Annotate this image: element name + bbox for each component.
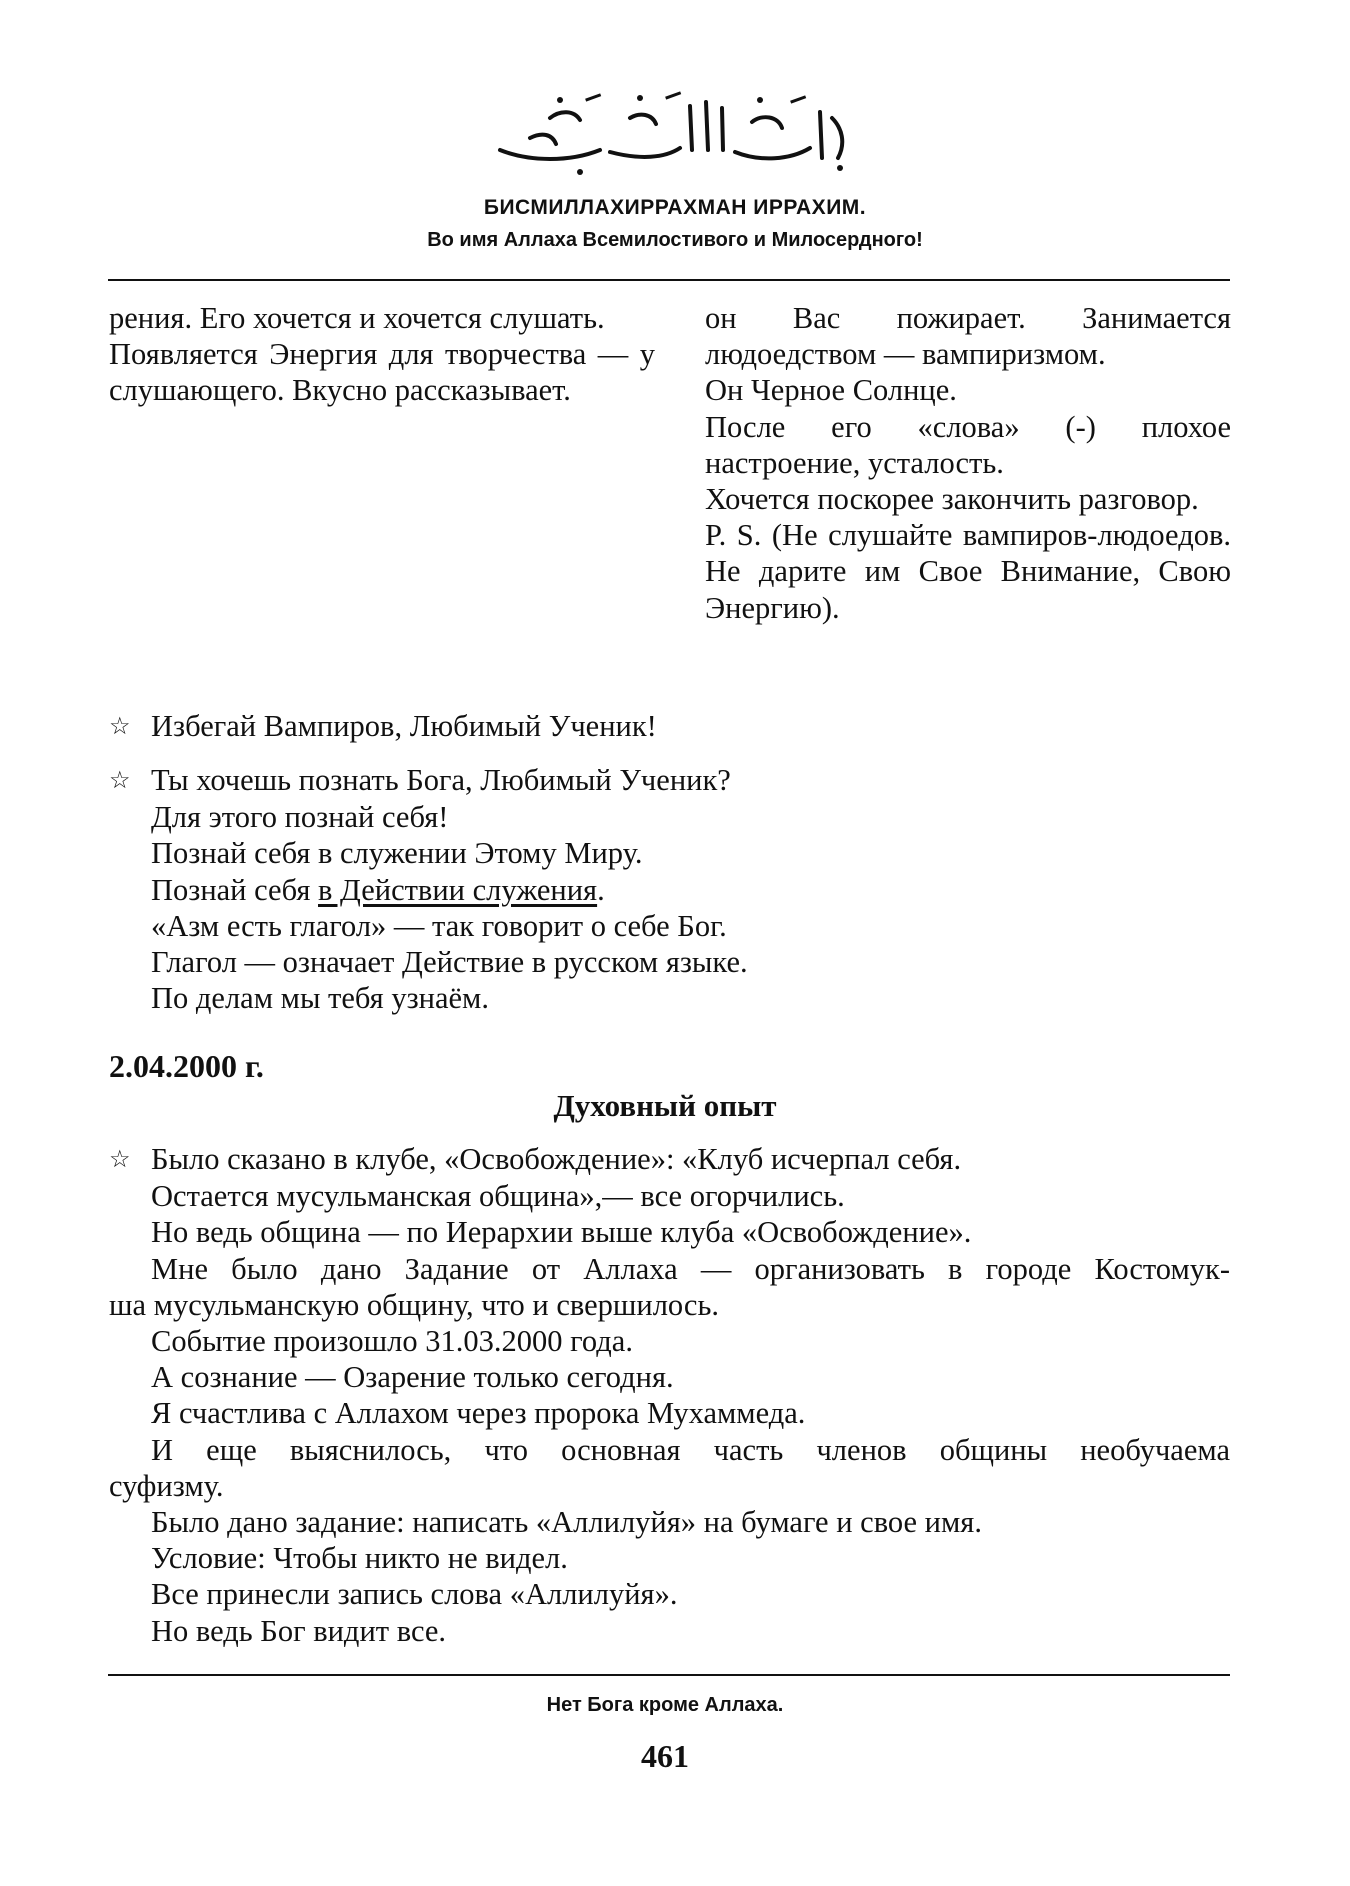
- header-title: БИСМИЛЛАХИРРАХМАН ИРРАХИМ.: [483, 196, 867, 219]
- page-number: 461: [641, 1738, 689, 1774]
- line-prefix: Познай себя: [151, 872, 318, 907]
- right-paragraph-5: P. S. (Не слушайте вампиров-людоедов. Не дарите им Свое Внимание, Свою Энергию).: [705, 518, 1231, 625]
- entry-line: Но ведь община — по Иерархии выше клуба «Освобождение».: [151, 1215, 972, 1250]
- paragraph-line: Ты хочешь познать Бога, Любимый Ученик?: [151, 763, 731, 797]
- star-icon: ☆: [109, 768, 131, 794]
- entry-line: Я счастлива с Аллахом через пророка Мухаммеда.: [151, 1396, 806, 1431]
- paragraph-know-god: [109, 762, 748, 1016]
- underlined-phrase: в Действии служения: [318, 872, 598, 907]
- paragraph-line: Глагол — означает Действие в русском языке.: [151, 945, 748, 980]
- right-column: [705, 300, 1231, 626]
- paragraph-line: Для этого познай себя!: [151, 800, 449, 835]
- header-divider: [108, 279, 1230, 281]
- header-subtitle: Во имя Аллаха Всемилостивого и Милосердного!: [427, 229, 923, 251]
- right-paragraph-4: Хочется поскорее закончить разговор.: [705, 482, 1199, 517]
- paragraph-avoid-vampires: [109, 708, 657, 745]
- paragraph-line: [109, 872, 748, 908]
- star-icon: ☆: [109, 1147, 131, 1173]
- entry-line: Остается мусульманская община»,— все огорчились.: [151, 1179, 845, 1214]
- entry-body: [109, 1141, 1230, 1649]
- paragraph-text: Избегай Вампиров, Любимый Ученик!: [151, 709, 657, 743]
- star-icon: ☆: [109, 714, 131, 740]
- left-column: [109, 300, 655, 409]
- paragraph-line: «Азм есть глагол» — так говорит о себе Бог.: [151, 908, 727, 943]
- paragraph-line: По делам мы тебя узнаём.: [151, 981, 489, 1016]
- entry-line: Но ведь Бог видит все.: [151, 1613, 447, 1648]
- entry-line: А сознание — Озарение только сегодня.: [151, 1360, 674, 1395]
- entry-line: Было сказано в клубе, «Освобождение»: «Клуб исчерпал себя.: [151, 1142, 962, 1176]
- entry-line: ша мусульманскую общину, что и свершилось.: [109, 1287, 719, 1322]
- entry-line: Событие произошло 31.03.2000 года.: [151, 1324, 633, 1359]
- entry-date: 2.04.2000 г.: [109, 1048, 264, 1084]
- paragraph-line: Познай себя в служении Этому Миру.: [151, 836, 643, 871]
- left-paragraph-2: Появляется Энергия для творчества — у слушающего. Вкусно рассказывает.: [109, 337, 655, 408]
- footer-text: Нет Бога кроме Аллаха.: [546, 1694, 784, 1716]
- section-title: Духовный опыт: [553, 1088, 777, 1123]
- right-paragraph-2: Он Черное Солнце.: [705, 373, 957, 408]
- entry-line: Условие: Чтобы никто не видел.: [151, 1541, 568, 1576]
- entry-line: суфизму.: [109, 1468, 224, 1503]
- right-paragraph-1: он Вас пожирает. Занимается людоедством — вампиризмом.: [705, 301, 1231, 372]
- entry-line: Было дано задание: написать «Аллилуйя» на бумаге и свое имя.: [151, 1505, 982, 1540]
- line-suffix: .: [597, 872, 605, 907]
- entry-line: И еще выяснилось, что основная часть членов общины необучаема: [151, 1432, 1230, 1467]
- right-paragraph-3: После его «слова» (-) плохое настроение, усталость.: [705, 409, 1231, 480]
- bismillah-calligraphy: [490, 88, 860, 178]
- entry-line: Мне было дано Задание от Аллаха — организовать в городе Костомук-: [151, 1251, 1230, 1286]
- entry-line: Все принесли запись слова «Аллилуйя».: [151, 1577, 678, 1612]
- footer-divider: [108, 1674, 1230, 1676]
- left-paragraph-1: рения. Его хочется и хочется слушать.: [109, 301, 605, 335]
